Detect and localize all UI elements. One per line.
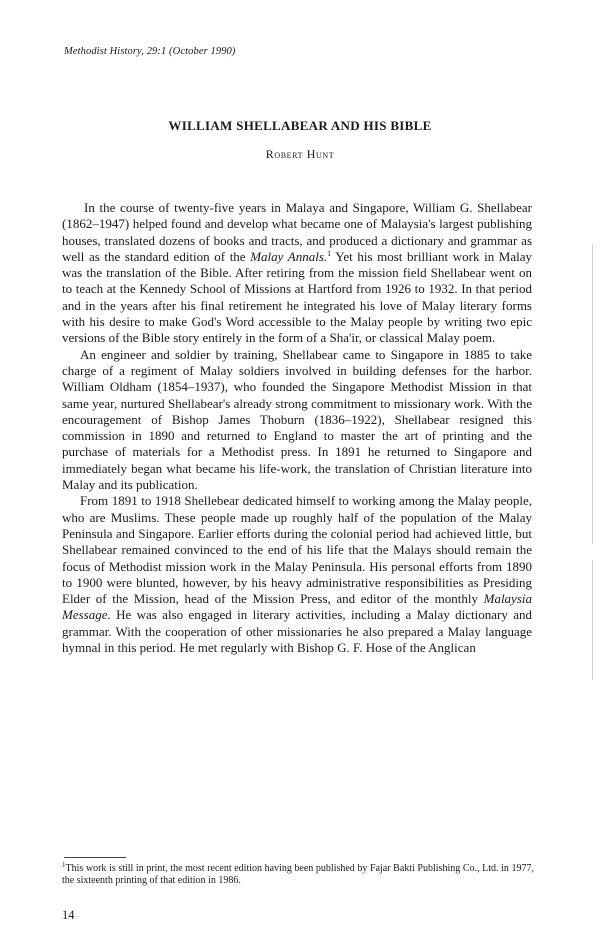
footnote-divider [64, 857, 126, 858]
article-author: Robert Hunt [265, 147, 335, 161]
running-head: Methodist History, 29:1 (October 1990) [64, 46, 236, 57]
paragraph-3-text-b: He was also engaged in literary activities, including a Malay dictionary and grammar. With the cooperation of other missionaries he also prepared a Malay language hymnal in this period. He met regularly with Bishop G. F. Hose of the Anglican [62, 607, 532, 656]
paragraph-1-text-a: In the course of twenty-five years in Malaya and Singapore, William G. Shellabear (1862–1947) helped found and develop what became one of Malaysia's largest publishing houses, translated dozens of books and tracts, and produced a dictionary and grammar as well as the standard edition of the [62, 200, 532, 264]
body-paragraph-1 [62, 200, 532, 347]
body-paragraph-3 [62, 493, 532, 656]
article-title: WILLIAM SHELLABEAR AND HIS BIBLE [168, 118, 432, 133]
footnote-text: This work is still in print, the most recent edition having been published by Fajar Bakti Publishing Co., Ltd. in 1977, the sixteenth printing of that edition in 1986. [62, 863, 534, 887]
page-number: 14 [62, 908, 75, 922]
scan-edge-mark [592, 244, 593, 544]
body-paragraph-2 [62, 347, 532, 494]
scan-edge-mark [592, 560, 593, 680]
article-body [62, 200, 532, 656]
footnote [62, 863, 534, 887]
paragraph-1-text-b: Yet his most brilliant work in Malay was the translation of the Bible. After retiring from the mission field Shellabear went on to teach at the Kennedy School of Missions at Hartford from 1926 to 1932. In that period and in the years after his final retirement he integrated his love of Malay literary forms with his desire to make God's Word accessible to the Malay people by writing two epic versions of the Bible story entirely in the form of a Sha'ir, or classical Malay poem. [62, 248, 533, 346]
footnote-reference-1: 1 [327, 248, 332, 258]
footnote-marker: 1 [62, 861, 66, 869]
paragraph-2-text: An engineer and soldier by training, Shellabear came to Singapore in 1885 to take charge of a regiment of Malay soldiers involved in building defenses for the harbor. William Oldham (1854–1937), who founded the Singapore Methodist Mission in that same year, nurtured Shellabear's already strong commitment to missionary work. With the encouragement of Bishop James Thoburn (1836–1922), Shellabear resigned this commission in 1890 and returned to England to master the art of printing and the purchase of materials for a Methodist press. In 1891 he returned to Singapore and immediately began what became his life-work, the translation of Christian literature into Malay and its publication. [62, 346, 532, 493]
paragraph-1-italic-title: Malay Annals. [250, 248, 328, 264]
paragraph-3-text-a: From 1891 to 1918 Shellebear dedicated himself to working among the Malay people, who are Muslims. These people made up roughly half of the population of the Malay Peninsula and Singapore. Earlier efforts during the colonial period had achieved little, but Shellabear remained convinced to the end of his life that the Malays should remain the focus of Methodist mission work in the Malay Peninsula. His personal efforts from 1890 to 1900 were blunted, however, by his heavy administrative responsibilities as Presiding Elder of the Mission, head of the Mission Press, and editor of the monthly [62, 493, 532, 607]
paragraph-3-italic-title: Malaysia Message. [62, 591, 532, 623]
